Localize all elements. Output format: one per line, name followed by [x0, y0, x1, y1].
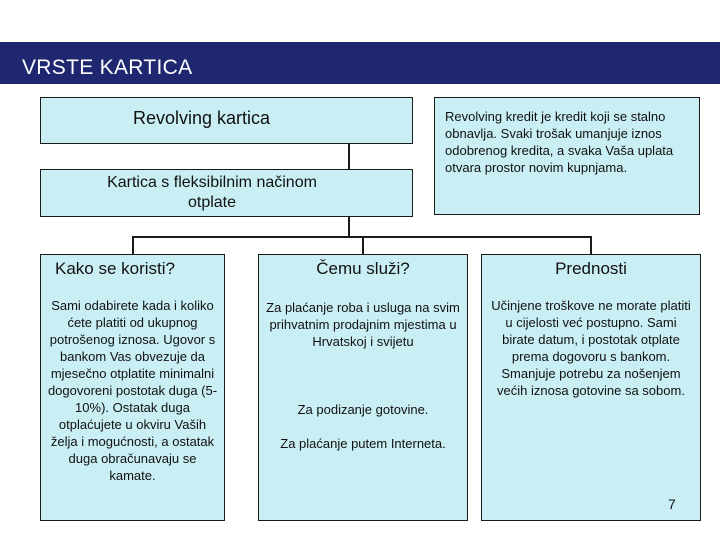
- connector-drop-1: [132, 236, 134, 254]
- column-advantages-text: Učinjene troškove ne morate platiti u cijelosti već postupno. Sami birate datum, i postotak otplate prema dogovoru s bankom. Smanjuje potrebu za nošenjem većih iznosa gotovine sa sobom.: [491, 298, 691, 398]
- column-purpose-item: Za plaćanje roba i usluga na svim prihvatnim prodajnim mjestima u Hrvatskoj i svijetu: [266, 300, 460, 349]
- column-advantages: [481, 254, 701, 521]
- connector-drop-2: [362, 236, 364, 254]
- column-purpose: [258, 254, 468, 521]
- column-purpose-item: Za podizanje gotovine.: [297, 402, 429, 417]
- column-usage-text: Sami odabirete kada i koliko ćete platiti od ukupnog potrošenog iznosa. Ugovor s bankom Vas obvezuje da mjesečno otplatite minimalni dogovoreni postotak duga (5-10%). Ostatak duga otplaćujete u okviru Vaših želja i mogućnosti, a ostatak duga obračunavaju se kamate.: [47, 298, 218, 483]
- connector-top-to-mid: [348, 144, 350, 169]
- box-revolving-card-label: Revolving kartica: [132, 108, 271, 128]
- connector-drop-3: [590, 236, 592, 254]
- page-number: 7: [668, 496, 676, 512]
- connector-mid-to-bus: [348, 217, 350, 237]
- box-revolving-card: [40, 97, 413, 144]
- title-bar: [0, 42, 720, 84]
- box-revolving-description: [434, 97, 700, 215]
- column-purpose-heading: Čemu služi?: [316, 259, 410, 278]
- box-flexible-card: [40, 169, 413, 217]
- column-usage: [40, 254, 225, 521]
- column-purpose-item: Za plaćanje putem Interneta.: [280, 436, 446, 451]
- slide-title: VRSTE KARTICA: [22, 56, 193, 79]
- column-usage-heading: Kako se koristi?: [55, 259, 175, 278]
- box-flexible-card-label: Kartica s fleksibilnim načinom otplate: [107, 174, 317, 211]
- column-advantages-heading: Prednosti: [555, 259, 627, 278]
- box-revolving-description-text: Revolving kredit je kredit koji se stalno obnavlja. Svaki trošak umanjuje iznos odobrenog kredita, a svaka Vaša uplata otvara prostor novim kupnjama.: [445, 109, 674, 175]
